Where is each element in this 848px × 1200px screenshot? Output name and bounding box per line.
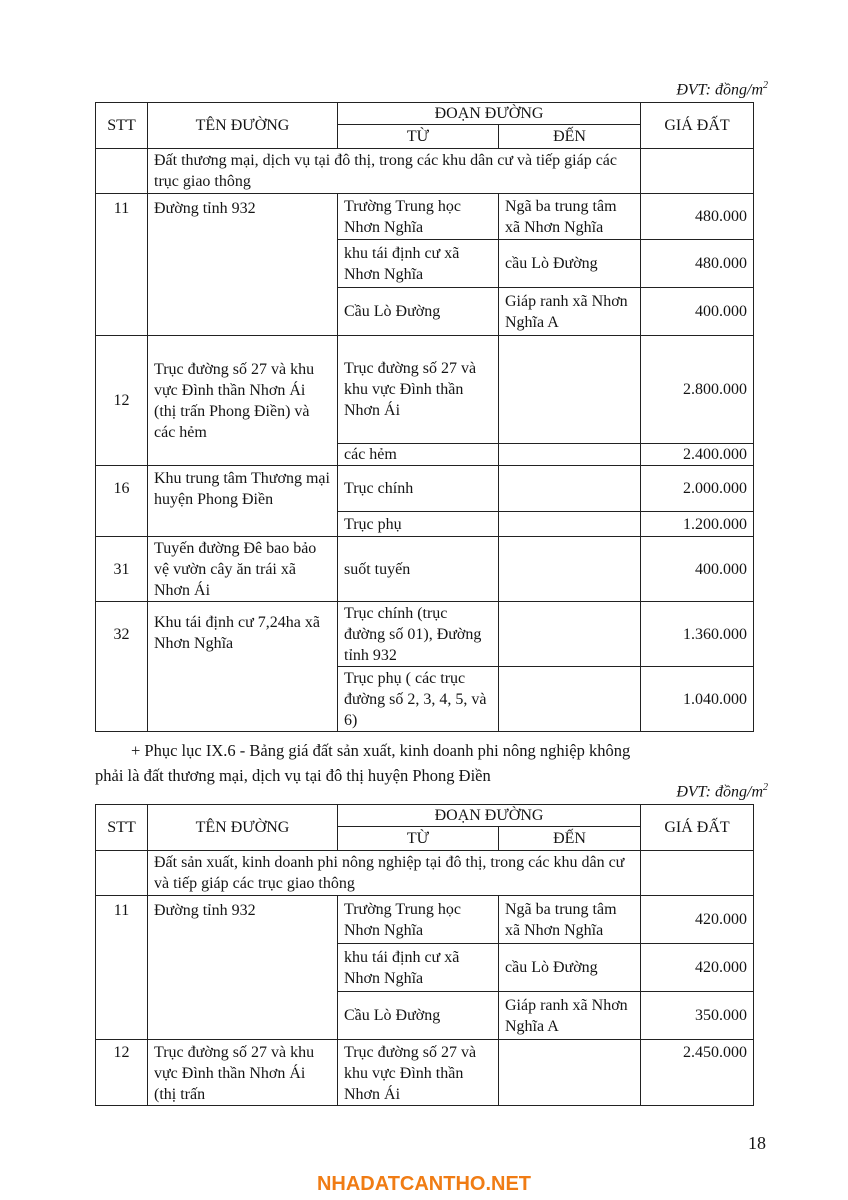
to-cell: cầu Lò Đường bbox=[499, 944, 641, 992]
header-doan-duong: ĐOẠN ĐƯỜNG bbox=[338, 103, 641, 125]
from-cell: các hẻm bbox=[338, 444, 499, 466]
from-cell: Cầu Lò Đường bbox=[338, 288, 499, 336]
table-row bbox=[96, 537, 754, 602]
table-row bbox=[96, 602, 754, 667]
header-stt: STT bbox=[96, 805, 148, 851]
stt-cell: 11 bbox=[96, 896, 148, 1040]
to-cell bbox=[499, 667, 641, 732]
to-cell bbox=[499, 512, 641, 537]
appendix-paragraph bbox=[95, 738, 753, 788]
from-cell: Trường Trung học Nhơn Nghĩa bbox=[338, 896, 499, 944]
to-cell bbox=[499, 466, 641, 512]
header-gia-dat: GIÁ ĐẤT bbox=[641, 805, 754, 851]
road-name-cell: Khu tái định cư 7,24ha xã Nhơn Nghĩa bbox=[148, 602, 338, 732]
price-cell: 2.400.000 bbox=[641, 444, 754, 466]
to-cell bbox=[499, 444, 641, 466]
price-cell: 1.040.000 bbox=[641, 667, 754, 732]
header-den: ĐẾN bbox=[499, 827, 641, 851]
from-cell: khu tái định cư xã Nhơn Nghĩa bbox=[338, 240, 499, 288]
stt-cell: 11 bbox=[96, 194, 148, 336]
price-cell: 2.000.000 bbox=[641, 466, 754, 512]
from-cell: Trục đường số 27 và khu vực Đình thần Nhơn Ái bbox=[338, 336, 499, 444]
footer-watermark: NHADATCANTHO.NET bbox=[316, 1173, 532, 1195]
stt-cell: 12 bbox=[96, 1040, 148, 1106]
paragraph-line: + Phục lục IX.6 - Bảng giá đất sản xuất, kinh doanh phi nông nghiệp không bbox=[131, 741, 631, 760]
from-cell: Trục đường số 27 và khu vực Đình thần Nhơn Ái bbox=[338, 1040, 499, 1106]
category-row: Đất thương mại, dịch vụ tại đô thị, trong các khu dân cư và tiếp giáp các trục giao thông bbox=[148, 149, 641, 194]
price-cell: 2.800.000 bbox=[641, 336, 754, 444]
page-number: 18 bbox=[748, 1133, 766, 1153]
unit-label: ĐVT: đồng/$m^2$ bbox=[676, 80, 768, 99]
header-ten-duong: TÊN ĐƯỜNG bbox=[148, 103, 338, 149]
road-name-cell: Trục đường số 27 và khu vực Đình thần Nhơn Ái (thị trấn bbox=[148, 1040, 338, 1106]
header-ten-duong: TÊN ĐƯỜNG bbox=[148, 805, 338, 851]
unit-label: ĐVT: đồng/$m^2$ bbox=[676, 782, 768, 801]
from-cell: Trục phụ ( các trục đường số 2, 3, 4, 5, và 6) bbox=[338, 667, 499, 732]
land-price-table-commercial bbox=[95, 102, 754, 732]
price-cell: 400.000 bbox=[641, 537, 754, 602]
to-cell: cầu Lò Đường bbox=[499, 240, 641, 288]
table-row bbox=[96, 1040, 754, 1106]
road-name-cell: Đường tỉnh 932 bbox=[148, 896, 338, 1040]
to-cell: Ngã ba trung tâm xã Nhơn Nghĩa bbox=[499, 194, 641, 240]
header-stt: STT bbox=[96, 103, 148, 149]
header-gia-dat: GIÁ ĐẤT bbox=[641, 103, 754, 149]
table-row bbox=[96, 336, 754, 444]
price-cell: 350.000 bbox=[641, 992, 754, 1040]
from-cell: Trục chính bbox=[338, 466, 499, 512]
price-cell: 420.000 bbox=[641, 896, 754, 944]
from-cell: suốt tuyến bbox=[338, 537, 499, 602]
to-cell bbox=[499, 336, 641, 444]
to-cell: Ngã ba trung tâm xã Nhơn Nghĩa bbox=[499, 896, 641, 944]
to-cell bbox=[499, 602, 641, 667]
header-tu: TỪ bbox=[338, 827, 499, 851]
header-den: ĐẾN bbox=[499, 125, 641, 149]
paragraph-line: phải là đất thương mại, dịch vụ tại đô thị huyện Phong Điền bbox=[95, 766, 491, 785]
road-name-cell: Tuyến đường Đê bao bảo vệ vườn cây ăn trái xã Nhơn Ái bbox=[148, 537, 338, 602]
price-cell: 480.000 bbox=[641, 240, 754, 288]
road-name-cell: Trục đường số 27 và khu vực Đình thần Nhơn Ái (thị trấn Phong Điền) và các hẻm bbox=[148, 336, 338, 466]
price-cell: 400.000 bbox=[641, 288, 754, 336]
road-name-cell: Đường tỉnh 932 bbox=[148, 194, 338, 336]
to-cell: Giáp ranh xã Nhơn Nghĩa A bbox=[499, 992, 641, 1040]
price-cell: 1.360.000 bbox=[641, 602, 754, 667]
to-cell: Giáp ranh xã Nhơn Nghĩa A bbox=[499, 288, 641, 336]
from-cell: Cầu Lò Đường bbox=[338, 992, 499, 1040]
table-row bbox=[96, 896, 754, 944]
road-name-cell: Khu trung tâm Thương mại huyện Phong Điền bbox=[148, 466, 338, 537]
price-cell: 2.450.000 bbox=[641, 1040, 754, 1106]
stt-cell: 32 bbox=[96, 602, 148, 732]
from-cell: khu tái định cư xã Nhơn Nghĩa bbox=[338, 944, 499, 992]
category-row: Đất sản xuất, kinh doanh phi nông nghiệp tại đô thị, trong các khu dân cư và tiếp giáp các trục giao thông bbox=[148, 851, 641, 896]
price-cell: 480.000 bbox=[641, 194, 754, 240]
from-cell: Trục chính (trục đường số 01), Đường tỉnh 932 bbox=[338, 602, 499, 667]
from-cell: Trục phụ bbox=[338, 512, 499, 537]
land-price-table-production bbox=[95, 804, 754, 1106]
stt-cell: 16 bbox=[96, 466, 148, 537]
price-cell: 1.200.000 bbox=[641, 512, 754, 537]
from-cell: Trường Trung học Nhơn Nghĩa bbox=[338, 194, 499, 240]
price-cell: 420.000 bbox=[641, 944, 754, 992]
table-row bbox=[96, 194, 754, 240]
stt-cell: 31 bbox=[96, 537, 148, 602]
table-row bbox=[96, 466, 754, 512]
to-cell bbox=[499, 1040, 641, 1106]
header-tu: TỪ bbox=[338, 125, 499, 149]
to-cell bbox=[499, 537, 641, 602]
stt-cell: 12 bbox=[96, 336, 148, 466]
header-doan-duong: ĐOẠN ĐƯỜNG bbox=[338, 805, 641, 827]
